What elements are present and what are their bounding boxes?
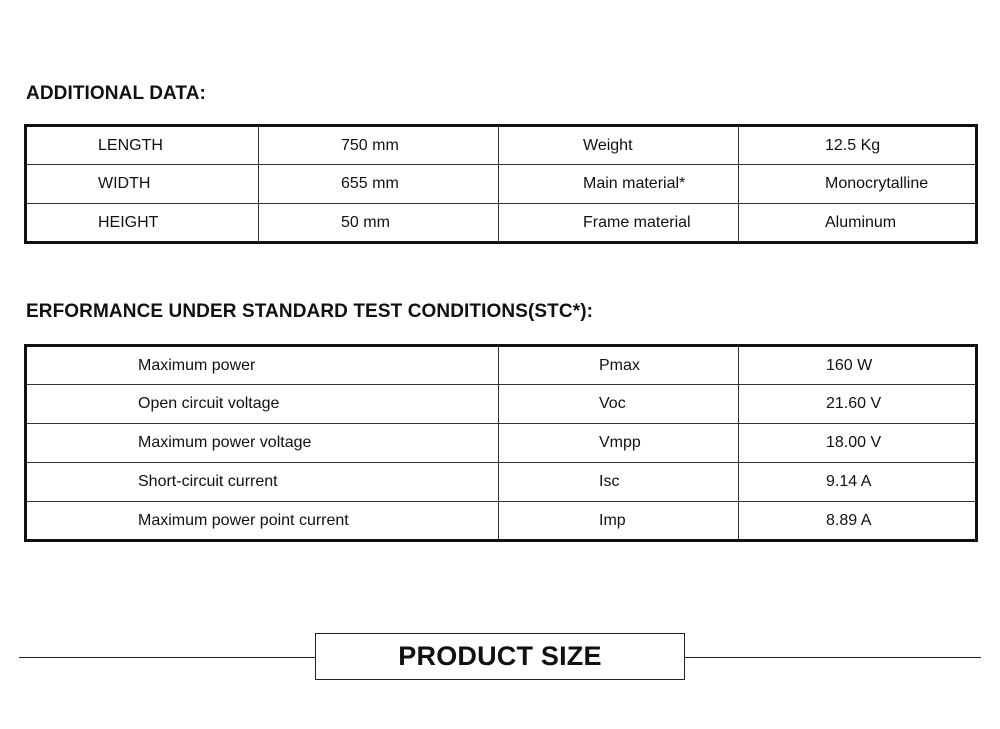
table-row [26, 385, 977, 424]
divider-right [685, 657, 981, 658]
parameter-name: Maximum power voltage [26, 424, 499, 463]
parameter-symbol: Voc [499, 385, 739, 424]
parameter-value: 9.14 A [739, 463, 977, 502]
divider-left [19, 657, 316, 658]
parameter-name: Maximum power point current [26, 502, 499, 541]
parameter-name: Short-circuit current [26, 463, 499, 502]
parameter-symbol: Vmpp [499, 424, 739, 463]
parameter-name: Open circuit voltage [26, 385, 499, 424]
parameter-value: 160 W [739, 346, 977, 385]
table-row [26, 126, 977, 165]
product-size-heading: PRODUCT SIZE [315, 633, 685, 680]
table-row [26, 346, 977, 385]
parameter-symbol: Imp [499, 502, 739, 541]
table-row [26, 424, 977, 463]
spec-value: 750 mm [259, 126, 499, 165]
performance-table [24, 344, 978, 542]
parameter-symbol: Isc [499, 463, 739, 502]
spec-label: HEIGHT [26, 204, 259, 243]
additional-data-table [24, 124, 978, 244]
parameter-symbol: Pmax [499, 346, 739, 385]
spec-label: LENGTH [26, 126, 259, 165]
performance-title: ERFORMANCE UNDER STANDARD TEST CONDITIONS(STC*): [26, 301, 594, 322]
additional-data-title: ADDITIONAL DATA: [26, 83, 206, 104]
parameter-name: Maximum power [26, 346, 499, 385]
table-row [26, 502, 977, 541]
spec-label: WIDTH [26, 165, 259, 204]
table-row [26, 165, 977, 204]
parameter-value: 18.00 V [739, 424, 977, 463]
spec-value: 12.5 Kg [739, 126, 977, 165]
spec-value: 50 mm [259, 204, 499, 243]
spec-value: Aluminum [739, 204, 977, 243]
parameter-value: 21.60 V [739, 385, 977, 424]
table-row [26, 204, 977, 243]
table-row [26, 463, 977, 502]
spec-label: Weight [499, 126, 739, 165]
spec-label: Main material* [499, 165, 739, 204]
parameter-value: 8.89 A [739, 502, 977, 541]
spec-value: 655 mm [259, 165, 499, 204]
spec-value: Monocrytalline [739, 165, 977, 204]
spec-label: Frame material [499, 204, 739, 243]
